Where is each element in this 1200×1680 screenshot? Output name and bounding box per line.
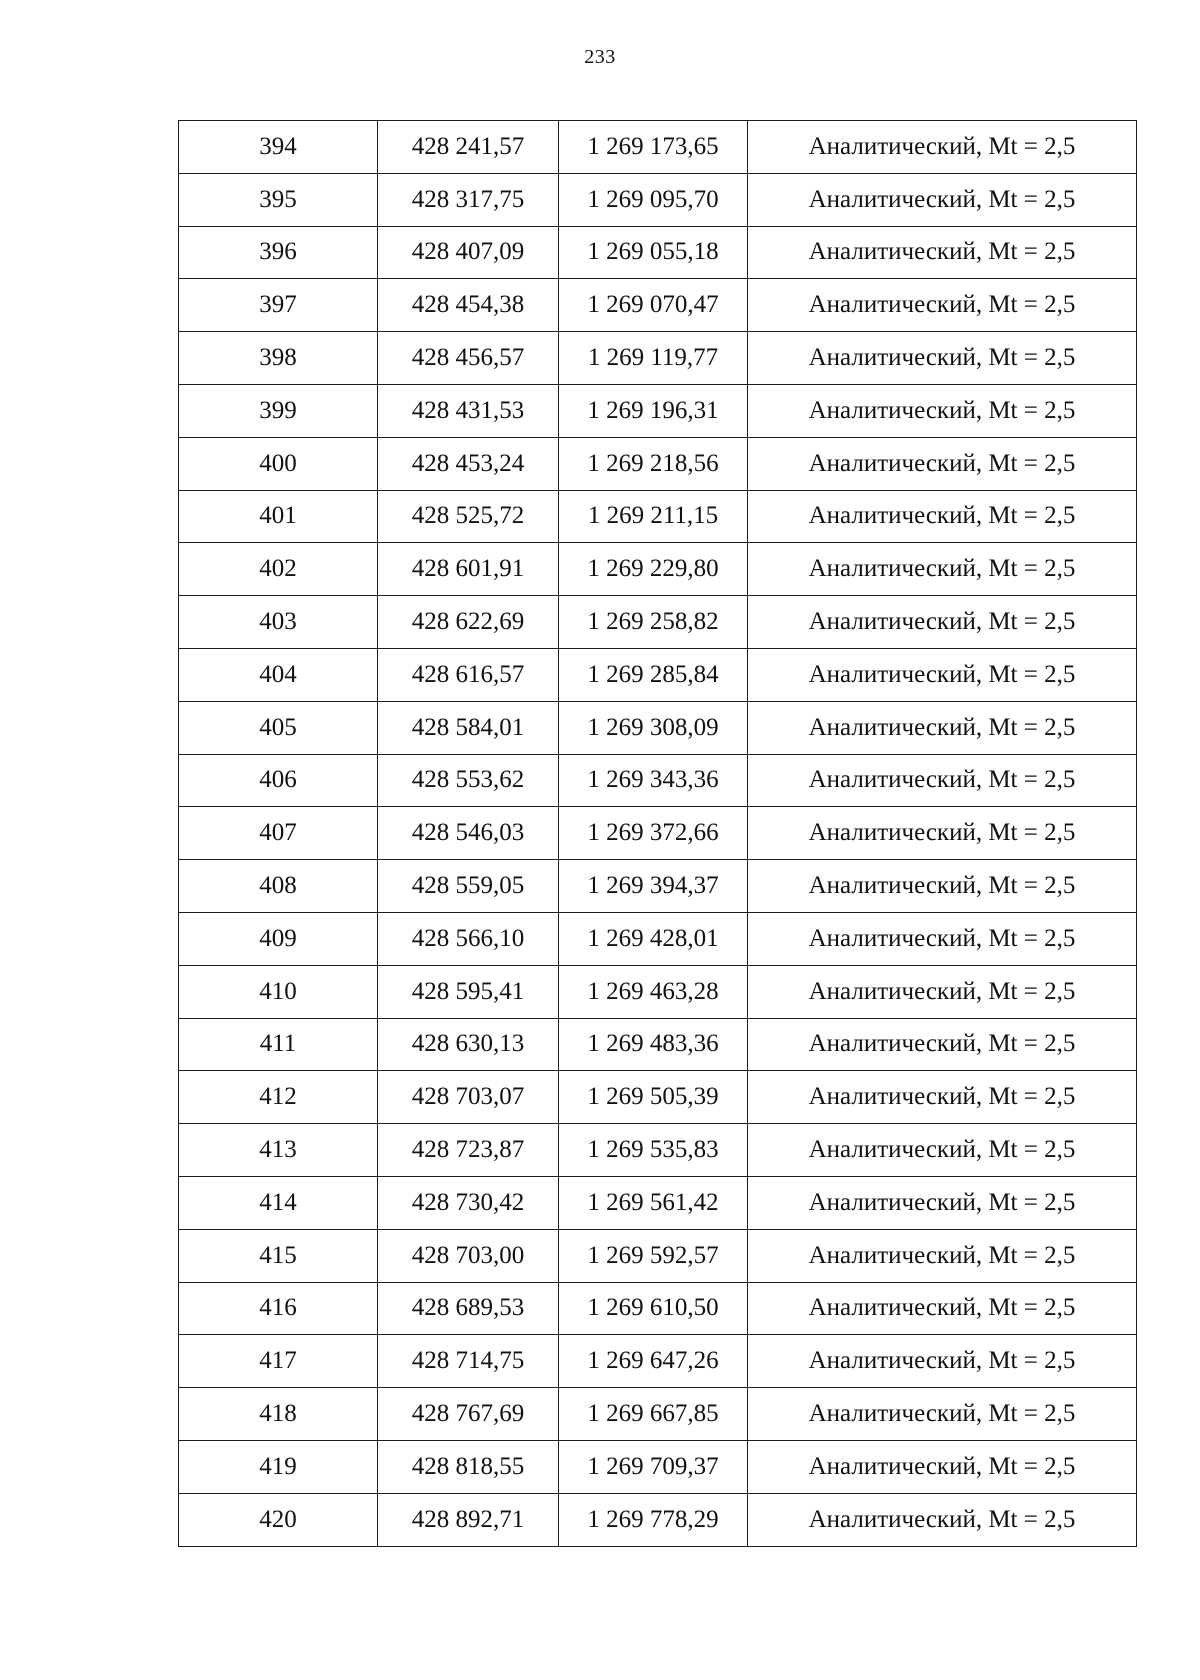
point-number-cell: 413 (179, 1124, 378, 1177)
table-row (179, 226, 1137, 279)
x-coordinate-cell: 428 553,62 (378, 754, 559, 807)
table-row (179, 173, 1137, 226)
table-row (179, 437, 1137, 490)
table-row (179, 384, 1137, 437)
method-cell: Аналитический, Mt = 2,5 (748, 807, 1137, 860)
point-number-cell: 405 (179, 701, 378, 754)
x-coordinate-cell: 428 601,91 (378, 543, 559, 596)
y-coordinate-cell: 1 269 428,01 (559, 912, 748, 965)
method-cell: Аналитический, Mt = 2,5 (748, 1229, 1137, 1282)
y-coordinate-cell: 1 269 535,83 (559, 1124, 748, 1177)
point-number-cell: 409 (179, 912, 378, 965)
method-cell: Аналитический, Mt = 2,5 (748, 384, 1137, 437)
x-coordinate-cell: 428 723,87 (378, 1124, 559, 1177)
point-number-cell: 408 (179, 860, 378, 913)
y-coordinate-cell: 1 269 258,82 (559, 596, 748, 649)
x-coordinate-cell: 428 616,57 (378, 648, 559, 701)
y-coordinate-cell: 1 269 218,56 (559, 437, 748, 490)
y-coordinate-cell: 1 269 308,09 (559, 701, 748, 754)
y-coordinate-cell: 1 269 463,28 (559, 965, 748, 1018)
point-number-cell: 418 (179, 1388, 378, 1441)
y-coordinate-cell: 1 269 055,18 (559, 226, 748, 279)
table-row (179, 912, 1137, 965)
x-coordinate-cell: 428 630,13 (378, 1018, 559, 1071)
coordinates-table-body (179, 121, 1137, 1547)
x-coordinate-cell: 428 703,07 (378, 1071, 559, 1124)
x-coordinate-cell: 428 703,00 (378, 1229, 559, 1282)
point-number-cell: 399 (179, 384, 378, 437)
x-coordinate-cell: 428 453,24 (378, 437, 559, 490)
table-row (179, 1493, 1137, 1546)
y-coordinate-cell: 1 269 343,36 (559, 754, 748, 807)
point-number-cell: 411 (179, 1018, 378, 1071)
table-row (179, 1176, 1137, 1229)
point-number-cell: 416 (179, 1282, 378, 1335)
y-coordinate-cell: 1 269 505,39 (559, 1071, 748, 1124)
table-row (179, 1388, 1137, 1441)
y-coordinate-cell: 1 269 285,84 (559, 648, 748, 701)
point-number-cell: 401 (179, 490, 378, 543)
x-coordinate-cell: 428 241,57 (378, 121, 559, 174)
table-row (179, 279, 1137, 332)
y-coordinate-cell: 1 269 778,29 (559, 1493, 748, 1546)
x-coordinate-cell: 428 818,55 (378, 1440, 559, 1493)
y-coordinate-cell: 1 269 610,50 (559, 1282, 748, 1335)
y-coordinate-cell: 1 269 592,57 (559, 1229, 748, 1282)
method-cell: Аналитический, Mt = 2,5 (748, 701, 1137, 754)
point-number-cell: 400 (179, 437, 378, 490)
table-row (179, 965, 1137, 1018)
y-coordinate-cell: 1 269 196,31 (559, 384, 748, 437)
table-row (179, 596, 1137, 649)
method-cell: Аналитический, Mt = 2,5 (748, 1493, 1137, 1546)
y-coordinate-cell: 1 269 229,80 (559, 543, 748, 596)
method-cell: Аналитический, Mt = 2,5 (748, 543, 1137, 596)
point-number-cell: 404 (179, 648, 378, 701)
method-cell: Аналитический, Mt = 2,5 (748, 1388, 1137, 1441)
method-cell: Аналитический, Mt = 2,5 (748, 279, 1137, 332)
table-row (179, 1124, 1137, 1177)
method-cell: Аналитический, Mt = 2,5 (748, 437, 1137, 490)
y-coordinate-cell: 1 269 667,85 (559, 1388, 748, 1441)
method-cell: Аналитический, Mt = 2,5 (748, 226, 1137, 279)
table-row (179, 807, 1137, 860)
x-coordinate-cell: 428 317,75 (378, 173, 559, 226)
table-row (179, 490, 1137, 543)
x-coordinate-cell: 428 595,41 (378, 965, 559, 1018)
point-number-cell: 398 (179, 332, 378, 385)
y-coordinate-cell: 1 269 119,77 (559, 332, 748, 385)
method-cell: Аналитический, Mt = 2,5 (748, 860, 1137, 913)
y-coordinate-cell: 1 269 561,42 (559, 1176, 748, 1229)
method-cell: Аналитический, Mt = 2,5 (748, 1335, 1137, 1388)
x-coordinate-cell: 428 892,71 (378, 1493, 559, 1546)
point-number-cell: 403 (179, 596, 378, 649)
x-coordinate-cell: 428 566,10 (378, 912, 559, 965)
y-coordinate-cell: 1 269 211,15 (559, 490, 748, 543)
y-coordinate-cell: 1 269 070,47 (559, 279, 748, 332)
method-cell: Аналитический, Mt = 2,5 (748, 596, 1137, 649)
table-row (179, 543, 1137, 596)
method-cell: Аналитический, Mt = 2,5 (748, 332, 1137, 385)
x-coordinate-cell: 428 546,03 (378, 807, 559, 860)
table-row (179, 1440, 1137, 1493)
method-cell: Аналитический, Mt = 2,5 (748, 912, 1137, 965)
method-cell: Аналитический, Mt = 2,5 (748, 490, 1137, 543)
point-number-cell: 394 (179, 121, 378, 174)
y-coordinate-cell: 1 269 647,26 (559, 1335, 748, 1388)
point-number-cell: 406 (179, 754, 378, 807)
point-number-cell: 402 (179, 543, 378, 596)
y-coordinate-cell: 1 269 483,36 (559, 1018, 748, 1071)
y-coordinate-cell: 1 269 173,65 (559, 121, 748, 174)
y-coordinate-cell: 1 269 709,37 (559, 1440, 748, 1493)
method-cell: Аналитический, Mt = 2,5 (748, 1071, 1137, 1124)
point-number-cell: 410 (179, 965, 378, 1018)
method-cell: Аналитический, Mt = 2,5 (748, 1282, 1137, 1335)
y-coordinate-cell: 1 269 394,37 (559, 860, 748, 913)
x-coordinate-cell: 428 456,57 (378, 332, 559, 385)
method-cell: Аналитический, Mt = 2,5 (748, 1124, 1137, 1177)
point-number-cell: 420 (179, 1493, 378, 1546)
y-coordinate-cell: 1 269 372,66 (559, 807, 748, 860)
method-cell: Аналитический, Mt = 2,5 (748, 121, 1137, 174)
table-row (179, 332, 1137, 385)
x-coordinate-cell: 428 767,69 (378, 1388, 559, 1441)
x-coordinate-cell: 428 431,53 (378, 384, 559, 437)
method-cell: Аналитический, Mt = 2,5 (748, 1018, 1137, 1071)
point-number-cell: 412 (179, 1071, 378, 1124)
table-row (179, 648, 1137, 701)
table-row (179, 1018, 1137, 1071)
y-coordinate-cell: 1 269 095,70 (559, 173, 748, 226)
point-number-cell: 395 (179, 173, 378, 226)
point-number-cell: 417 (179, 1335, 378, 1388)
point-number-cell: 419 (179, 1440, 378, 1493)
point-number-cell: 415 (179, 1229, 378, 1282)
x-coordinate-cell: 428 622,69 (378, 596, 559, 649)
table-row (179, 1335, 1137, 1388)
method-cell: Аналитический, Mt = 2,5 (748, 754, 1137, 807)
table-row (179, 1229, 1137, 1282)
table-row (179, 1282, 1137, 1335)
table-row (179, 754, 1137, 807)
point-number-cell: 407 (179, 807, 378, 860)
point-number-cell: 414 (179, 1176, 378, 1229)
table-row (179, 860, 1137, 913)
x-coordinate-cell: 428 584,01 (378, 701, 559, 754)
x-coordinate-cell: 428 689,53 (378, 1282, 559, 1335)
point-number-cell: 396 (179, 226, 378, 279)
method-cell: Аналитический, Mt = 2,5 (748, 1440, 1137, 1493)
page-number: 233 (584, 46, 616, 68)
x-coordinate-cell: 428 525,72 (378, 490, 559, 543)
x-coordinate-cell: 428 407,09 (378, 226, 559, 279)
table-row (179, 701, 1137, 754)
point-number-cell: 397 (179, 279, 378, 332)
method-cell: Аналитический, Mt = 2,5 (748, 173, 1137, 226)
x-coordinate-cell: 428 454,38 (378, 279, 559, 332)
x-coordinate-cell: 428 714,75 (378, 1335, 559, 1388)
table-row (179, 121, 1137, 174)
coordinates-table (178, 120, 1137, 1547)
x-coordinate-cell: 428 559,05 (378, 860, 559, 913)
method-cell: Аналитический, Mt = 2,5 (748, 648, 1137, 701)
method-cell: Аналитический, Mt = 2,5 (748, 1176, 1137, 1229)
x-coordinate-cell: 428 730,42 (378, 1176, 559, 1229)
method-cell: Аналитический, Mt = 2,5 (748, 965, 1137, 1018)
table-row (179, 1071, 1137, 1124)
